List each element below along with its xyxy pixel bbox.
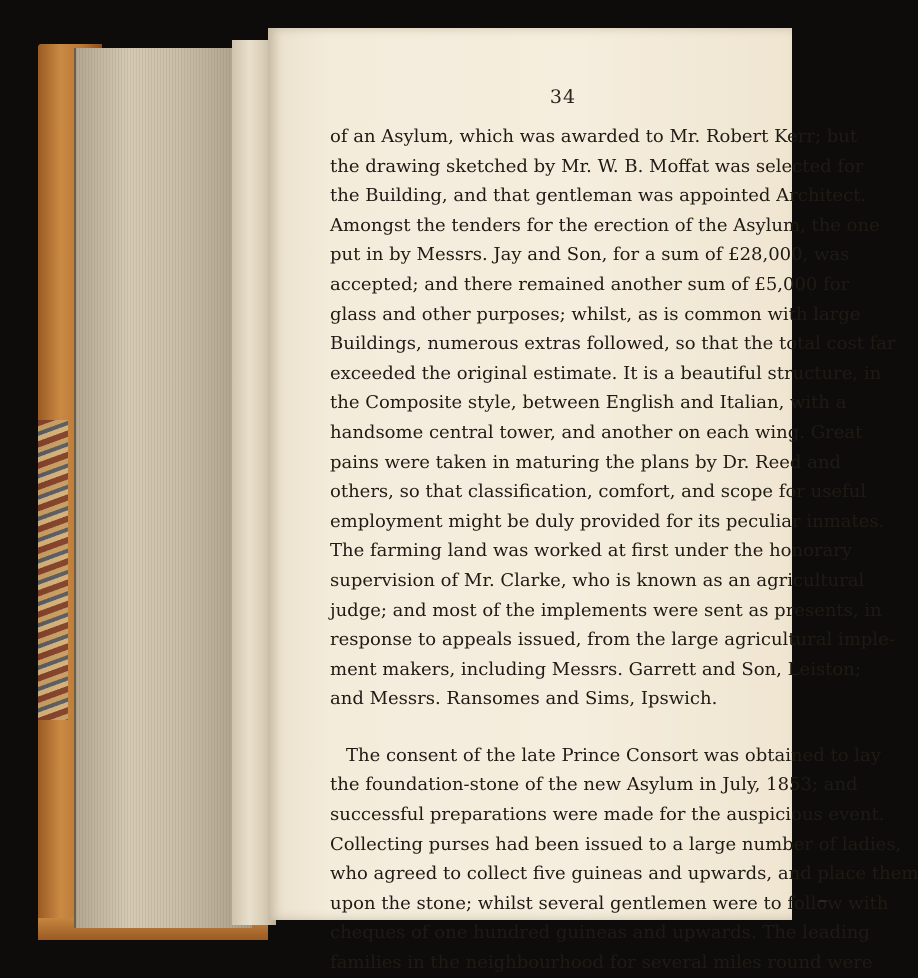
- text-line: of an Asylum, which was awarded to Mr. Robert Kerr; but: [330, 126, 858, 147]
- text-line: others, so that classification, comfort, and scope for useful: [330, 481, 867, 503]
- text-line: the Building, and that gentleman was appointed Architect.: [330, 185, 867, 207]
- text-line: put in by Messrs. Jay and Son, for a sum of £28,000, was: [330, 244, 850, 266]
- text-line: ment makers, including Messrs. Garrett and Son, Leiston;: [330, 658, 861, 680]
- text-line: upon the stone; whilst several gentlemen were to follow with: [330, 892, 889, 914]
- text-line: Collecting purses had been issued to a large number of ladies,: [330, 833, 902, 855]
- text-line: successful preparations were made for the auspicious event.: [330, 804, 885, 826]
- page-number: 34: [549, 86, 577, 108]
- text-line: the drawing sketched by Mr. W. B. Moffat was selected for: [330, 155, 864, 177]
- text-line: response to appeals issued, from the large agricultural imple-: [330, 629, 895, 651]
- book-page: [268, 28, 918, 974]
- paper-speck: [818, 900, 828, 902]
- text-line: and Messrs. Ransomes and Sims, Ipswich.: [330, 688, 718, 710]
- text-line: handsome central tower, and another on each wing. Great: [330, 421, 863, 443]
- text-line: judge; and most of the implements were sent as presents, in: [330, 599, 882, 621]
- text-line: who agreed to collect five guineas and upwards, and place them: [330, 863, 918, 885]
- text-line: the foundation-stone of the new Asylum in July, 1853; and: [330, 774, 858, 796]
- text-line: accepted; and there remained another sum of £5,000 for: [330, 273, 850, 295]
- text-line: cheques of one hundred guineas and upwards. The leading: [330, 922, 870, 944]
- text-line: pains were taken in maturing the plans by Dr. Reed and: [330, 451, 841, 473]
- text-line: families in the neighbourhood for several miles round were: [330, 952, 873, 974]
- text-line: Amongst the tenders for the erection of the Asylum, the one: [330, 214, 880, 236]
- text-line: supervision of Mr. Clarke, who is known as an agricultural: [330, 569, 865, 591]
- page-block-edges: [74, 48, 252, 928]
- paragraph-gap: [330, 714, 790, 741]
- text-line: glass and other purposes; whilst, as is common with large: [330, 303, 861, 325]
- text-line: The consent of the late Prince Consort was obtained to lay: [346, 744, 881, 766]
- text-line: The farming land was worked at first under the honorary: [330, 540, 853, 562]
- text-line: exceeded the original estimate. It is a beautiful structure, in: [330, 362, 882, 384]
- text-line: employment might be duly provided for its peculiar inmates.: [330, 510, 885, 532]
- marbled-endpaper: [38, 420, 68, 720]
- text-line: the Composite style, between English and Italian, with a: [330, 392, 847, 414]
- page-body-text: [330, 122, 918, 978]
- text-line: Buildings, numerous extras followed, so that the total cost far: [330, 333, 896, 355]
